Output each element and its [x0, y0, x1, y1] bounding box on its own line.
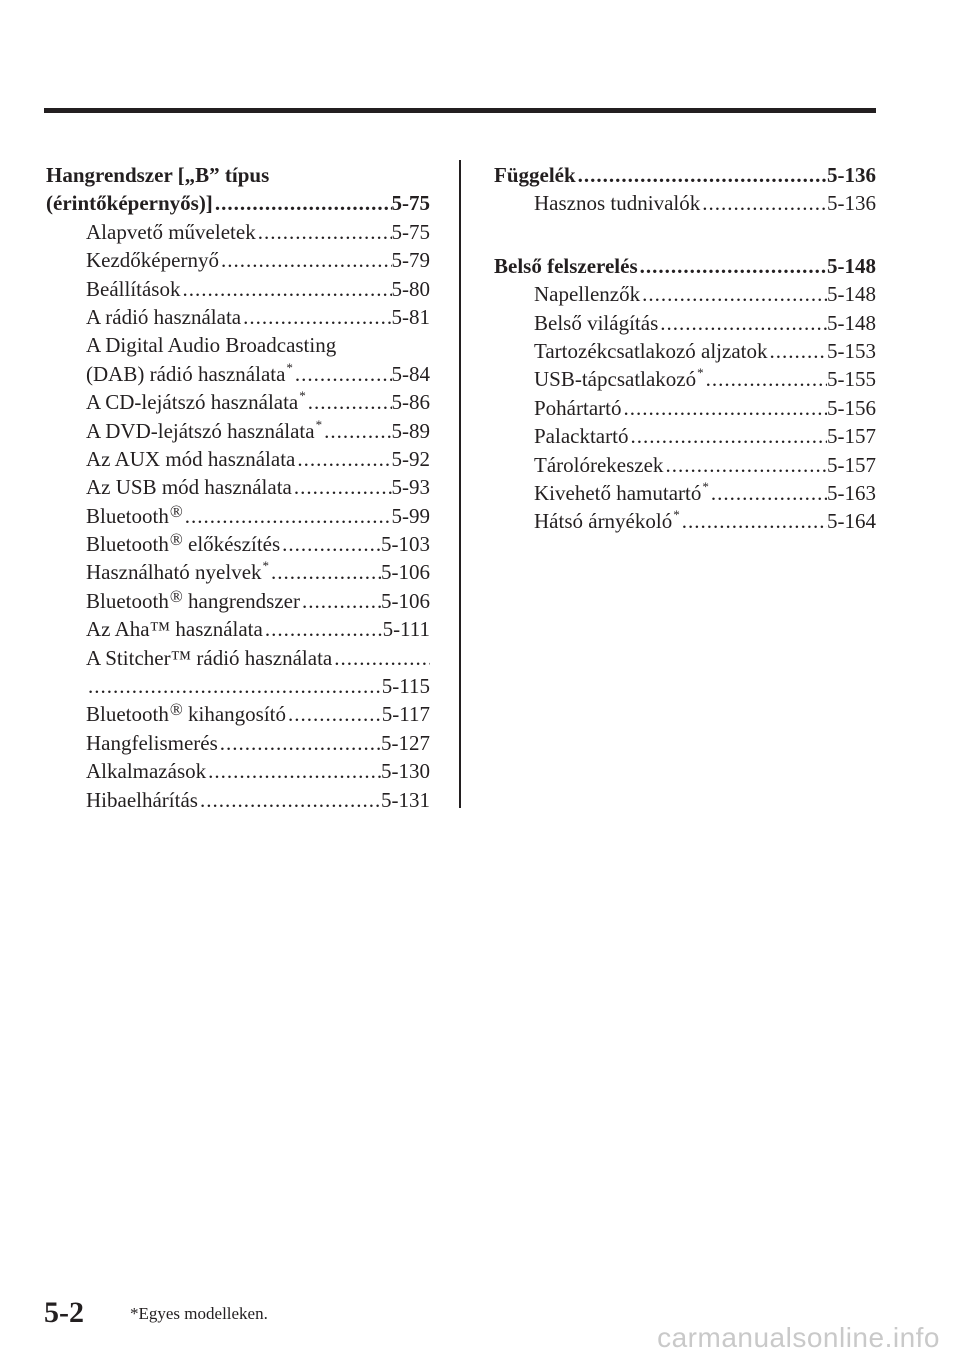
dot-leader — [218, 729, 381, 757]
footnote-asterisk: * — [702, 478, 709, 494]
toc-page-ref: 5-148 — [827, 253, 876, 278]
dot-leader — [768, 337, 828, 365]
toc-entry-title-text: A Digital Audio Broadcasting — [86, 333, 337, 358]
toc-entry-title-text: Palacktartó — [534, 424, 629, 449]
toc-entry[interactable] — [46, 502, 430, 530]
dot-leader — [183, 502, 392, 530]
toc-entry-title — [86, 417, 322, 448]
dot-leader — [198, 786, 381, 814]
toc-entry[interactable] — [46, 672, 430, 700]
toc-entry-title — [534, 309, 658, 337]
toc-entry-title — [534, 337, 768, 365]
toc-entry[interactable] — [46, 417, 430, 445]
toc-entry-title-text: Bluetooth — [86, 532, 169, 557]
dot-leader — [680, 507, 827, 535]
toc-entry-title-text: Napellenzők — [534, 282, 641, 307]
dot-leader — [256, 218, 392, 246]
toc-entry[interactable] — [46, 246, 430, 274]
toc-page-ref: 5-75 — [391, 219, 430, 244]
section-gap — [494, 218, 876, 252]
toc-page-ref: 5-131 — [381, 787, 430, 812]
dot-leader — [700, 189, 827, 217]
footnote: *Egyes modelleken. — [130, 1304, 268, 1323]
toc-page-ref: 5-84 — [391, 361, 430, 386]
toc-entry-title-text: A Stitcher™ rádió használata — [86, 645, 333, 670]
toc-entry[interactable] — [494, 507, 876, 535]
toc-entry-title-text: Hasznos tudnivalók — [534, 191, 701, 216]
toc-entry-title — [86, 615, 263, 643]
toc-entry-title — [86, 331, 430, 359]
toc-entry-title — [534, 507, 680, 538]
dot-leader — [709, 479, 827, 507]
toc-section-heading[interactable] — [46, 189, 430, 217]
dot-leader — [306, 388, 392, 416]
toc-entry-title — [86, 360, 293, 391]
toc-entry-title — [494, 252, 638, 280]
toc-entry[interactable] — [46, 331, 430, 359]
toc-entry-title-text: A rádió használata — [86, 304, 242, 329]
dot-leader — [621, 394, 827, 422]
header-rule — [44, 108, 876, 113]
registered-mark: ® — [169, 530, 183, 550]
toc-page-ref: 5-164 — [827, 509, 876, 534]
toc-entry-title-text: (DAB) rádió használata — [86, 361, 286, 386]
registered-mark: ® — [169, 501, 183, 521]
toc-entry[interactable] — [46, 615, 430, 643]
toc-page-ref: 5-155 — [827, 367, 876, 392]
toc-entry-title — [534, 422, 628, 450]
toc-entry[interactable] — [46, 558, 430, 586]
toc-page-ref: 5-156 — [827, 395, 876, 420]
toc-page-ref: 5-103 — [381, 532, 430, 557]
toc-entry-title — [86, 388, 306, 419]
dot-leader — [293, 360, 392, 388]
toc-entry[interactable] — [494, 309, 876, 337]
toc-entry-title — [86, 246, 219, 274]
toc-entry-title — [86, 729, 218, 757]
toc-entry-title — [534, 479, 709, 510]
toc-page-ref: 5-157 — [827, 424, 876, 449]
dot-leader — [658, 309, 827, 337]
toc-entry-title — [86, 558, 269, 589]
toc-entry[interactable] — [46, 360, 430, 388]
toc-entry-title-text: Alapvető műveletek — [86, 219, 256, 244]
toc-page-ref: 5-136 — [827, 191, 876, 216]
toc-entry-title — [86, 445, 295, 473]
toc-entry-title-text: A CD-lejátszó használata — [86, 390, 299, 415]
toc-page-ref: 5-153 — [827, 338, 876, 363]
toc-entry[interactable] — [494, 394, 876, 422]
toc-entry-title-text: Használható nyelvek — [86, 560, 262, 585]
dot-leader — [295, 445, 391, 473]
toc-page-ref: 5-115 — [381, 674, 430, 699]
toc-entry[interactable] — [46, 473, 430, 501]
toc-entry-title-text: Bluetooth — [86, 588, 169, 613]
toc-entry-title-text: Pohártartó — [534, 395, 622, 420]
toc-entry[interactable] — [46, 530, 430, 558]
toc-page-ref: 5-79 — [391, 248, 430, 273]
toc-entry-title-suffix: kihangosító — [182, 702, 287, 727]
dot-leader — [640, 280, 827, 308]
dot-leader — [206, 757, 381, 785]
toc-entry-title — [534, 365, 704, 396]
toc-entry-title-text: Beállítások — [86, 276, 181, 301]
dot-leader — [219, 246, 392, 274]
footnote-asterisk: * — [286, 359, 293, 375]
toc-entry-title — [86, 530, 280, 560]
dot-leader — [663, 451, 827, 479]
toc-entry-title-text: Alkalmazások — [86, 759, 207, 784]
toc-entry-title — [86, 644, 332, 672]
toc-entry[interactable] — [494, 479, 876, 507]
toc-page-ref: 5-117 — [381, 702, 430, 727]
dot-leader — [180, 275, 391, 303]
toc-entry-title — [46, 189, 213, 217]
toc-entry[interactable] — [494, 365, 876, 393]
toc-page-ref: 5-93 — [391, 475, 430, 500]
watermark: carmanualsonline.info — [657, 1322, 940, 1353]
toc-entry-title — [86, 275, 180, 303]
toc-page-ref: 5-86 — [391, 390, 430, 415]
toc-section-heading[interactable] — [494, 161, 876, 189]
toc-page-ref: 5-81 — [391, 304, 430, 329]
dot-leader — [292, 473, 392, 501]
toc-page-ref: 5-148 — [827, 282, 876, 307]
toc-page-ref: 5-111 — [382, 617, 430, 642]
toc-entry-title — [86, 218, 256, 246]
toc-entry[interactable] — [46, 388, 430, 416]
toc-entry-title-text: Tartozékcsatlakozó aljzatok — [534, 338, 768, 363]
toc-entry-title — [86, 786, 198, 814]
toc-entry-title-text: Bluetooth — [86, 503, 169, 528]
toc-page-ref: 5-130 — [381, 759, 430, 784]
toc-page-ref: 5-106 — [381, 588, 430, 613]
toc-entry[interactable] — [494, 189, 876, 217]
toc-entry-title — [494, 161, 576, 189]
footnote-asterisk: * — [262, 558, 270, 574]
dot-leader — [269, 558, 381, 586]
toc-entry-title-text: USB-tápcsatlakozó — [534, 367, 697, 392]
toc-entry[interactable] — [494, 422, 876, 450]
toc-page-ref: 5-89 — [391, 418, 430, 443]
toc-entry[interactable] — [46, 275, 430, 303]
toc-entry-title-text: Bluetooth — [86, 702, 169, 727]
toc-entry[interactable] — [46, 700, 430, 728]
toc-page-ref: 5-80 — [391, 276, 430, 301]
dot-leader — [576, 161, 827, 189]
dot-leader — [280, 530, 381, 558]
toc-entry-title-text: (érintőképernyős)] — [46, 191, 213, 216]
dot-leader — [322, 417, 391, 445]
toc-page-ref: 5-163 — [827, 480, 876, 505]
toc-entry[interactable] — [46, 729, 430, 757]
toc-entry-title-suffix: hangrendszer — [182, 588, 300, 613]
dot-leader — [638, 252, 827, 280]
dot-leader — [241, 303, 391, 331]
toc-page-ref: 5-106 — [381, 560, 430, 585]
toc-entry-title-text: Az AUX mód használata — [86, 446, 296, 471]
dot-leader — [86, 672, 382, 700]
toc-entry-title-text: Hangrendszer [„B” típus — [46, 163, 270, 187]
toc-left-column — [46, 161, 430, 814]
dot-leader — [628, 422, 827, 450]
toc-page-ref: 5-148 — [827, 310, 876, 335]
toc-entry-title-suffix: előkészítés — [182, 532, 281, 557]
toc-entry[interactable] — [46, 303, 430, 331]
toc-page-ref: 5-75 — [391, 191, 430, 216]
toc-entry-title-text: Kivehető hamutartó — [534, 480, 702, 505]
toc-page-ref: 5-99 — [391, 503, 430, 528]
toc-entry[interactable] — [46, 445, 430, 473]
registered-mark: ® — [169, 700, 183, 720]
dot-leader — [704, 365, 827, 393]
page-number: 5-2 — [44, 1296, 84, 1329]
toc-page-ref: 5-157 — [827, 452, 876, 477]
toc-entry-title-text: Belső felszerelés — [494, 253, 638, 278]
toc-entry[interactable] — [46, 786, 430, 814]
toc-entry[interactable] — [46, 757, 430, 785]
registered-mark: ® — [169, 586, 183, 606]
toc-section-heading[interactable] — [46, 161, 430, 189]
toc-entry[interactable] — [494, 337, 876, 365]
toc-entry-title — [86, 700, 286, 730]
toc-entry[interactable] — [46, 587, 430, 615]
toc-entry-title-text: Hátsó árnyékoló — [534, 509, 673, 534]
toc-entry[interactable] — [494, 280, 876, 308]
toc-entry-title-text: Függelék — [494, 163, 576, 187]
toc-entry-title — [534, 280, 640, 308]
toc-entry-title — [86, 502, 183, 532]
toc-entry-title-text: Az Aha™ használata — [86, 617, 263, 642]
column-divider — [459, 160, 461, 808]
toc-entry-title — [534, 394, 621, 422]
toc-entry-title — [86, 473, 292, 501]
toc-entry[interactable] — [46, 644, 430, 672]
toc-entry[interactable] — [494, 451, 876, 479]
toc-entry-title — [86, 587, 300, 617]
dot-leader — [300, 587, 381, 615]
toc-page-ref: 5-127 — [381, 730, 430, 755]
toc-section-heading[interactable] — [494, 252, 876, 280]
toc-entry-title-text: Hibaelhárítás — [86, 787, 198, 812]
toc-page-ref: 5-136 — [827, 163, 876, 187]
toc-entry-title-text: Belső világítás — [534, 310, 659, 335]
footnote-asterisk: * — [697, 365, 704, 381]
toc-entry-title-text: Hangfelismerés — [86, 730, 218, 755]
footnote-asterisk: * — [673, 507, 680, 523]
dot-leader — [213, 189, 392, 217]
footnote-asterisk: * — [315, 416, 323, 432]
toc-entry-title — [46, 161, 430, 189]
dot-leader — [263, 615, 383, 643]
toc-entry-title — [534, 189, 700, 217]
toc-entry-title-text: Kezdőképernyő — [86, 248, 219, 273]
toc-entry-title-text: Tárolórekeszek — [534, 452, 664, 477]
footnote-asterisk: * — [299, 388, 306, 404]
toc-entry[interactable] — [46, 218, 430, 246]
dot-leader — [332, 644, 430, 672]
toc-entry-title — [86, 303, 241, 331]
toc-page-ref: 5-92 — [391, 446, 430, 471]
toc-right-column — [494, 161, 876, 536]
toc-entry-title — [534, 451, 663, 479]
toc-entry-title — [86, 757, 206, 785]
toc-entry-title-text: A DVD-lejátszó használata — [86, 418, 315, 443]
dot-leader — [286, 700, 382, 728]
toc-entry-title-text: Az USB mód használata — [86, 475, 292, 500]
